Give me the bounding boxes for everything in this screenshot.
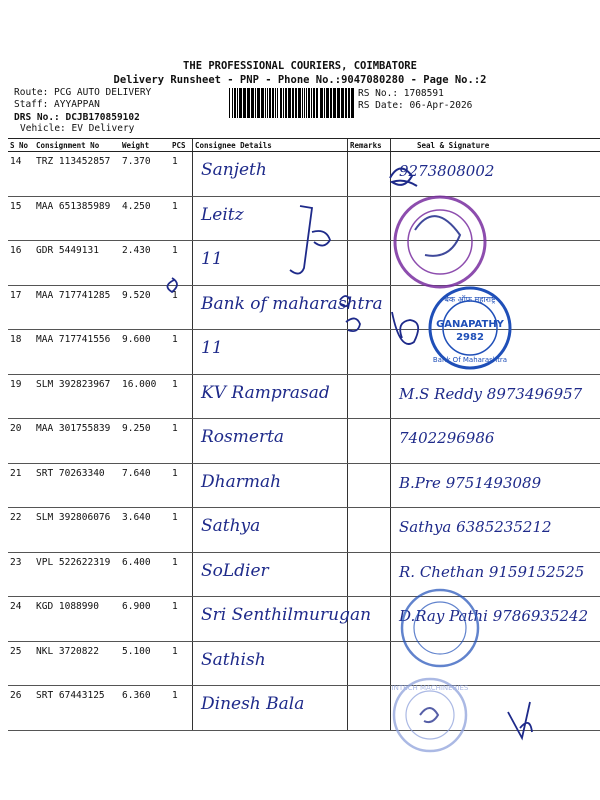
consignee-handwriting: SoLdier — [201, 560, 269, 581]
consignee-handwriting: Dharmah — [201, 471, 282, 492]
barcode-bar — [302, 88, 303, 118]
row-remarks-cell — [348, 508, 391, 553]
route-label: Route: PCG AUTO DELIVERY — [14, 87, 152, 98]
seal-handwriting: D.Ray Pathi 9786935242 — [399, 607, 589, 625]
barcode-bar — [295, 88, 297, 118]
row-pcs: 1 — [170, 508, 193, 553]
barcode-bar — [257, 88, 260, 118]
row-pcs: 1 — [170, 285, 193, 330]
row-weight: 16.000 — [120, 374, 170, 419]
consignee-handwriting: 11 — [201, 249, 223, 269]
row-consignment-no: MAA 651385989 — [34, 196, 120, 241]
row-weight: 2.430 — [120, 241, 170, 286]
barcode-bar — [255, 88, 256, 118]
row-weight: 3.640 — [120, 508, 170, 553]
row-consignee-cell — [193, 196, 348, 241]
vehicle-label: Vehicle: EV Delivery — [20, 123, 135, 134]
barcode-bar — [265, 88, 266, 118]
barcode-bar — [283, 88, 284, 118]
row-seal-cell — [391, 419, 600, 464]
row-seal-cell — [391, 374, 600, 419]
row-sno: 21 — [8, 463, 34, 508]
row-pcs: 1 — [170, 241, 193, 286]
row-consignment-no: VPL 522622319 — [34, 552, 120, 597]
seal-handwriting: B.Pre 9751493089 — [399, 473, 542, 492]
row-sno: 24 — [8, 597, 34, 642]
row-seal-cell — [391, 285, 600, 330]
row-pcs: 1 — [170, 686, 193, 731]
row-consignee-cell — [193, 419, 348, 464]
row-weight: 6.900 — [120, 597, 170, 642]
barcode-bar — [345, 88, 347, 118]
drs-number: DRS No.: DCJB170859102 — [14, 112, 140, 123]
rs-date: RS Date: 06-Apr-2026 — [358, 100, 473, 111]
col-remarks: Remarks — [348, 139, 391, 152]
barcode-bar — [337, 88, 340, 118]
consignee-handwriting: Sri Senthilmurugan — [201, 605, 372, 625]
barcode-bar — [304, 88, 305, 118]
row-remarks-cell — [348, 463, 391, 508]
barcode-bar — [280, 88, 282, 118]
table-row — [8, 374, 600, 419]
table-row — [8, 419, 600, 464]
barcode-bar — [330, 88, 332, 118]
row-weight: 9.600 — [120, 330, 170, 375]
row-sno: 19 — [8, 374, 34, 419]
col-consignment: Consignment No — [34, 139, 120, 152]
bank-seal-bottom-text: Bank Of Maharashtra — [432, 356, 508, 364]
seal-handwriting: 7402296986 — [399, 429, 495, 447]
row-remarks-cell — [348, 552, 391, 597]
row-weight: 9.250 — [120, 419, 170, 464]
row-pcs: 1 — [170, 552, 193, 597]
row-pcs: 1 — [170, 597, 193, 642]
barcode-bar — [316, 88, 318, 118]
barcode-bar — [298, 88, 301, 118]
row-weight: 7.640 — [120, 463, 170, 508]
barcode-bar — [313, 88, 315, 118]
row-sno: 15 — [8, 196, 34, 241]
row-sno: 18 — [8, 330, 34, 375]
consignee-handwriting: KV Ramprasad — [201, 382, 330, 403]
row-pcs: 1 — [170, 641, 193, 686]
seal-handwriting: M.S Reddy 8973496957 — [399, 384, 583, 403]
barcode-bar — [275, 88, 276, 118]
table-row — [8, 241, 600, 286]
row-consignee-cell — [193, 285, 383, 330]
barcode-bar — [247, 88, 250, 118]
row-sno: 17 — [8, 285, 34, 330]
row-weight: 6.360 — [120, 686, 170, 731]
bank-seal-code: 2982 — [456, 332, 484, 343]
table-row — [8, 508, 600, 553]
barcode-bar — [239, 88, 242, 118]
col-pcs: PCS — [170, 139, 193, 152]
barcode-bar — [311, 88, 312, 118]
col-weight: Weight — [120, 139, 170, 152]
consignee-handwriting: Sathya — [201, 516, 261, 536]
row-consignee-cell — [193, 330, 348, 375]
row-seal-cell — [391, 597, 600, 642]
seal-handwriting: 9273808002 — [399, 162, 495, 180]
row-sno: 20 — [8, 419, 34, 464]
row-seal-cell — [391, 152, 600, 197]
row-remarks-cell — [348, 686, 391, 731]
table-row — [8, 552, 600, 597]
barcode-image — [229, 88, 355, 118]
table-row — [8, 641, 600, 686]
row-remarks-cell — [348, 419, 391, 464]
barcode-bar — [320, 88, 323, 118]
row-consignment-no: KGD 1088990 — [34, 597, 120, 642]
barcode-bar — [324, 88, 325, 118]
staff-label: Staff: AYYAPPAN — [14, 99, 100, 110]
row-consignment-no: TRZ 113452857 — [34, 152, 120, 197]
rs-number: RS No.: 1708591 — [358, 88, 444, 99]
row-seal-cell — [391, 508, 600, 553]
barcode-bar — [285, 88, 287, 118]
row-pcs: 1 — [170, 419, 193, 464]
table-row — [8, 463, 600, 508]
col-seal: Seal & Signature — [391, 139, 600, 152]
row-consignee-cell — [193, 641, 348, 686]
row-remarks-cell — [348, 330, 391, 375]
row-remarks-cell — [348, 152, 391, 197]
barcode-bar — [341, 88, 344, 118]
consignee-handwriting: Leitz — [201, 204, 244, 225]
barcode-bar — [237, 88, 238, 118]
table-row — [8, 152, 600, 197]
runsheet-title: THE PROFESSIONAL COURIERS, COIMBATORE — [183, 60, 417, 72]
table-row — [8, 196, 600, 241]
consignee-handwriting: Rosmerta — [201, 427, 285, 447]
runsheet-subtitle: Delivery Runsheet - PNP - Phone No.:9047080280 - Page No.:2 — [113, 74, 487, 86]
row-consignee-cell — [193, 152, 348, 197]
consignee-handwriting: Sathish — [201, 649, 266, 670]
row-consignee-cell — [193, 597, 372, 642]
barcode-bar — [351, 88, 354, 118]
barcode-bar — [229, 88, 230, 118]
barcode-bar — [348, 88, 350, 118]
barcode-bar — [288, 88, 291, 118]
row-pcs: 1 — [170, 330, 193, 375]
barcode-bar — [272, 88, 274, 118]
row-consignment-no: MAA 717741556 — [34, 330, 120, 375]
row-sno: 25 — [8, 641, 34, 686]
col-sno: S No — [8, 139, 34, 152]
barcode-bar — [333, 88, 336, 118]
table-row — [8, 285, 600, 330]
row-consignment-no: GDR 5449131 — [34, 241, 120, 286]
intech-stamp-text: INTECH MACHINERIES — [391, 684, 469, 692]
consignee-handwriting: Bank of maharashtra — [201, 293, 383, 314]
barcode-bar — [292, 88, 294, 118]
consignee-handwriting: Sanjeth — [201, 160, 267, 180]
row-seal-cell — [391, 330, 600, 375]
consignee-handwriting: 11 — [201, 338, 223, 358]
row-consignee-cell — [193, 241, 348, 286]
row-pcs: 1 — [170, 374, 193, 419]
row-consignment-no: SRT 67443125 — [34, 686, 120, 731]
barcode-bar — [234, 88, 236, 118]
barcode-bar — [267, 88, 268, 118]
row-consignee-cell — [193, 463, 348, 508]
row-consignment-no: SRT 70263340 — [34, 463, 120, 508]
barcode-bar — [308, 88, 310, 118]
row-consignment-no: MAA 717741285 — [34, 285, 120, 330]
barcode-bar — [326, 88, 329, 118]
barcode-bar — [243, 88, 246, 118]
row-remarks-cell — [348, 241, 391, 286]
row-remarks-cell — [348, 196, 391, 241]
barcode-bar — [277, 88, 278, 118]
row-seal-cell — [391, 641, 600, 686]
seal-handwriting: R. Chethan 9159152525 — [399, 562, 585, 581]
row-weight: 4.250 — [120, 196, 170, 241]
row-consignment-no: MAA 301755839 — [34, 419, 120, 464]
row-consignee-cell — [193, 686, 348, 731]
row-consignment-no: NKL 3720822 — [34, 641, 120, 686]
table-header-row — [8, 139, 600, 152]
row-weight: 5.100 — [120, 641, 170, 686]
row-weight: 9.520 — [120, 285, 170, 330]
barcode-bar — [261, 88, 264, 118]
seal-handwriting: Sathya 6385235212 — [399, 518, 552, 536]
row-pcs: 1 — [170, 196, 193, 241]
row-sno: 26 — [8, 686, 34, 731]
barcode-bar — [232, 88, 233, 118]
row-pcs: 1 — [170, 152, 193, 197]
table-row — [8, 330, 600, 375]
row-consignment-no: SLM 392823967 — [34, 374, 120, 419]
row-seal-cell — [391, 552, 600, 597]
row-pcs: 1 — [170, 463, 193, 508]
row-consignee-cell — [193, 508, 348, 553]
row-seal-cell — [391, 241, 600, 286]
row-seal-cell — [391, 196, 600, 241]
row-consignee-cell — [193, 374, 348, 419]
runsheet-table — [8, 138, 600, 731]
row-sno: 23 — [8, 552, 34, 597]
bank-seal-name: GANAPATHY — [436, 319, 504, 330]
barcode-bar — [251, 88, 254, 118]
table-row — [8, 686, 600, 731]
barcode-bar — [306, 88, 307, 118]
barcode-bar — [269, 88, 271, 118]
row-weight: 6.400 — [120, 552, 170, 597]
row-consignee-cell — [193, 552, 348, 597]
row-remarks-cell — [348, 641, 391, 686]
table-row — [8, 597, 600, 642]
row-weight: 7.370 — [120, 152, 170, 197]
row-seal-cell — [391, 686, 600, 731]
row-consignment-no: SLM 392806076 — [34, 508, 120, 553]
row-seal-cell — [391, 463, 600, 508]
col-consignee: Consignee Details — [193, 139, 348, 152]
row-sno: 22 — [8, 508, 34, 553]
row-sno: 14 — [8, 152, 34, 197]
row-remarks-cell — [348, 374, 391, 419]
row-sno: 16 — [8, 241, 34, 286]
consignee-handwriting: Dinesh Bala — [201, 694, 305, 714]
bank-seal-top-text: बैंक ऑफ महाराष्ट्र — [444, 295, 496, 304]
